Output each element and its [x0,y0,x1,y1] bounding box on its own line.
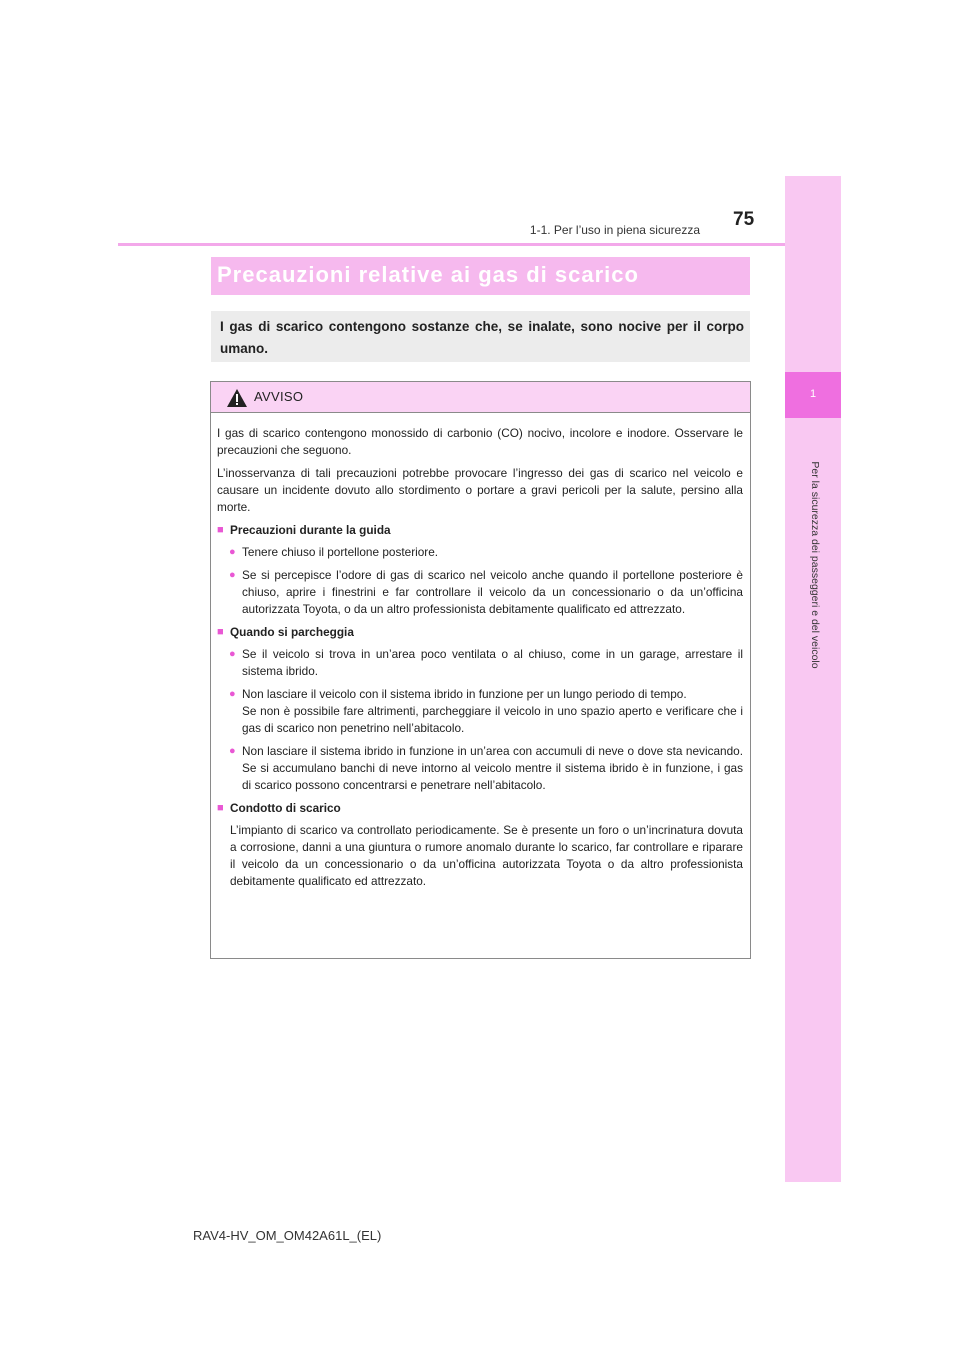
footer-code: RAV4-HV_OM_OM42A61L_(EL) [193,1228,382,1243]
section-text: L’impianto di scarico va controllato periodicamente. Se è presente un foro o un’incrinatura dovuta a corrosione, danni a una giuntura o rumore anomalo durante lo scarico, far controllare e riparare il veicolo da un concessionario o da un’officina autorizzata Toyota o da altro professionista debitamente qualificato ed attrezzato. [230,823,743,888]
circle-bullet-icon: ● [229,688,236,700]
circle-bullet-icon: ● [229,546,236,558]
section-heading: ■ Precauzioni durante la guida [217,523,391,537]
list-item: ● Tenere chiuso il portellone posteriore. [229,545,439,559]
section-heading: ■ Condotto di scarico [217,801,341,815]
warning-box [210,381,751,959]
bullet-text-continuation: Se non è possibile fare altrimenti, parcheggiare il veicolo in uno spazio aperto e verificare che i gas di scarico non penetrino nell’abitacolo. [242,704,743,735]
circle-bullet-icon: ● [229,569,236,581]
warning-header [211,382,750,413]
bullet-text: Non lasciare il veicolo con il sistema ibrido in funzione per un lungo periodo di tempo. [242,687,687,701]
list-item: ● Non lasciare il sistema ibrido in funzione in un’area con accumuli di neve o dove sta nevicando. Se si accumulano banchi di neve intorno al veicolo mentre il sistema ibrido è in funzione, i gas di scarico possono concentrarsi e penetrare nell’abitacolo. [229,744,743,792]
header-rule [118,243,785,246]
circle-bullet-icon: ● [229,648,236,660]
warning-intro-1: I gas di scarico contengono monossido di carbonio (CO) nocivo, incolore e inodore. Osservare le precauzioni che seguono. [217,426,743,457]
intro-text: I gas di scarico contengono sostanze che, se inalate, sono nocive per il corpo umano. [220,319,744,356]
warning-label: AVVISO [254,389,304,404]
page-number: 75 [733,209,755,230]
warning-intro-2: L’inosservanza di tali precauzioni potrebbe provocare l’ingresso dei gas di scarico nel veicolo e causare un incidente dovuto allo stordimento o portare a gravi pericoli per la salute, persino alla morte. [217,466,743,514]
warning-triangle-icon [226,388,248,408]
warning-body [217,425,743,890]
page-title: Precauzioni relative ai gas di scarico [217,262,639,287]
square-marker-icon: ■ [217,626,224,638]
square-marker-icon: ■ [217,802,224,814]
list-item [229,686,743,737]
list-item: ● Se il veicolo si trova in un’area poco ventilata o al chiuso, come in un garage, arrestare il sistema ibrido. [229,647,743,678]
chapter-title: Per la sicurezza dei passeggeri e del veicolo [809,461,821,669]
circle-bullet-icon: ● [229,745,236,757]
section-label: 1-1. Per l’uso in piena sicurezza [529,223,700,237]
square-marker-icon: ■ [217,524,224,536]
chapter-number: 1 [809,388,817,400]
list-item: ● Se si percepisce l’odore di gas di scarico nel veicolo anche quando il portellone posteriore è chiuso, aprire i finestrini e far controllare il veicolo da un concessionario o da un’officina autorizzata Toyota, o da un altro professionista debitamente qualificato ed attrezzato. [229,568,743,616]
section-heading: ■ Quando si parcheggia [217,625,354,639]
